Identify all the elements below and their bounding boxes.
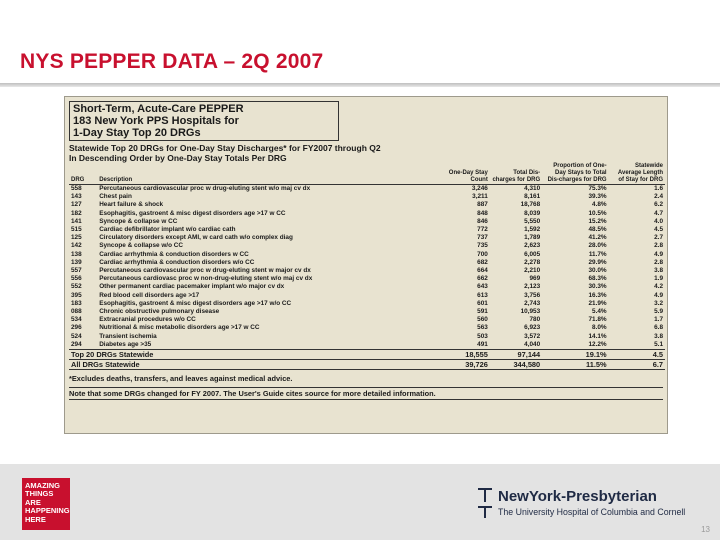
table-cell: Nutritional & misc metabolic disorders age >17 w CC (99, 324, 260, 332)
table-cell: 700 (477, 250, 488, 258)
table-cell: 6.2 (654, 201, 663, 209)
table-cell: 3.8 (654, 267, 663, 275)
table-cell: 14.1% (588, 332, 607, 340)
table-row (69, 259, 665, 267)
table-cell: 848 (477, 209, 488, 217)
totals-cell: 39,726 (439, 360, 489, 370)
table-cell: 2,123 (524, 283, 541, 291)
table-cell: 591 (477, 308, 488, 316)
table-cell: 2,210 (524, 267, 541, 275)
table-cell: 68.3% (588, 275, 607, 283)
totals-label: All DRGs Statewide (69, 360, 439, 370)
table-cell: 8.0% (592, 324, 607, 332)
table-cell: 2,278 (524, 258, 541, 266)
table-row (69, 283, 665, 291)
table-cell: Syncope & collapse w CC (99, 217, 178, 225)
table-cell: 2.7 (654, 234, 663, 242)
table-cell: 296 (71, 324, 82, 332)
table-cell: 3,211 (472, 193, 488, 201)
table-cell: 3,572 (524, 332, 541, 340)
table-cell: 4.8% (592, 201, 607, 209)
table-row (69, 308, 665, 316)
table-cell: 4,040 (524, 340, 541, 348)
table-cell: 6.8 (654, 324, 663, 332)
totals-cell: 19.1% (542, 350, 608, 360)
table-row (69, 324, 665, 332)
table-cell: 1.7 (654, 316, 663, 324)
table-row (69, 218, 665, 226)
table-cell: 560 (477, 316, 488, 324)
table-cell: Cardiac arrhythmia & conduction disorders w CC (99, 250, 249, 258)
table-cell: 4.0 (654, 217, 663, 225)
table-row (69, 292, 665, 300)
hospital-name: NewYork-Presbyterian (498, 488, 657, 505)
table-cell: Esophagitis, gastroent & misc digest disorders age >17 w CC (99, 209, 286, 217)
column-header: Description (99, 177, 133, 183)
report-header-line: 1-Day Stay Top 20 DRGs (73, 127, 201, 139)
table-cell: 30.3% (588, 283, 607, 291)
table-row (69, 226, 665, 234)
table-cell: Chest pain (99, 193, 132, 201)
badge-line: ARE (25, 497, 41, 507)
report-header-line: 183 New York PPS Hospitals for (73, 115, 239, 127)
report-subtitle-order: In Descending Order by One-Day Stay Totals Per DRG (69, 153, 287, 163)
table-cell: 2.4 (654, 193, 663, 201)
table-cell: 846 (477, 217, 488, 225)
table-cell: 6,005 (524, 250, 541, 258)
table-cell: Esophagitis, gastroent & misc digest disorders age >17 w/o CC (99, 299, 292, 307)
table-cell: 15.2% (588, 217, 607, 225)
nyp-logo-icon (478, 488, 492, 518)
column-header: One-Day Stay Count (448, 170, 488, 183)
amazing-things-badge (22, 478, 70, 530)
table-cell: 142 (71, 242, 82, 250)
table-cell: 3.2 (654, 299, 663, 307)
badge-line: HERE (25, 514, 46, 524)
table-cell: 1,789 (524, 234, 541, 242)
table-row (69, 341, 665, 350)
table-cell: 127 (71, 201, 82, 209)
table-cell: 28.0% (588, 242, 607, 250)
table-cell: 503 (477, 332, 488, 340)
table-cell: Cardiac defibrillator implant w/o cardiac cath (99, 226, 236, 234)
table-row (69, 242, 665, 250)
table-cell: 5,550 (524, 217, 541, 225)
table-cell: Chronic obstructive pulmonary disease (99, 308, 220, 316)
table-cell: 682 (477, 258, 488, 266)
table-cell: 2,743 (524, 299, 541, 307)
table-cell: 138 (71, 250, 82, 258)
table-cell: 41.2% (588, 234, 607, 242)
table-cell: 088 (71, 308, 82, 316)
column-header: Proportion of One-Day Stays to Total Dis-charges for DRG (547, 163, 607, 183)
table-cell: 2.8 (654, 242, 663, 250)
badge-line: HAPPENING (25, 506, 70, 516)
table-cell: 5.1 (654, 340, 663, 348)
table-row (69, 234, 665, 242)
hospital-subtitle: The University Hospital of Columbia and Cornell (498, 507, 686, 517)
totals-cell: 6.7 (609, 360, 665, 370)
totals-cell: 97,144 (490, 350, 542, 360)
table-cell: 6,923 (524, 324, 541, 332)
totals-cell: 344,580 (490, 360, 542, 370)
report-header-box (69, 101, 339, 141)
table-cell: 563 (477, 324, 488, 332)
column-header: Statewide Average Length of Stay for DRG (617, 163, 663, 183)
table-cell: 4.7 (654, 209, 663, 217)
table-cell: 664 (477, 267, 488, 275)
table-cell: 139 (71, 258, 82, 266)
table-cell: 515 (71, 226, 82, 234)
table-cell: 71.8% (588, 316, 607, 324)
table-cell: 735 (477, 242, 488, 250)
table-cell: 4.9 (654, 291, 663, 299)
table-cell: 125 (71, 234, 82, 242)
table-row (69, 185, 665, 194)
table-cell: 556 (71, 275, 82, 283)
table-cell: 601 (477, 299, 488, 307)
column-header: Total Dis-charges for DRG (492, 170, 541, 183)
table-cell: Heart failure & shock (99, 201, 164, 209)
table-cell: 10,953 (520, 308, 541, 316)
table-cell: 2,623 (524, 242, 541, 250)
table-row (69, 193, 665, 201)
table-cell: Percutaneous cardiovasc proc w non-drug-eluting stent w/o maj cv dx (99, 275, 313, 283)
table-cell: 558 (71, 185, 82, 192)
table-cell: 2.8 (654, 258, 663, 266)
table-cell: Diabetes age >35 (99, 340, 152, 348)
table-cell: 18,768 (520, 201, 541, 209)
table-cell: 4,310 (524, 185, 541, 192)
table-cell: 143 (71, 193, 82, 201)
table-header-row (69, 163, 665, 185)
table-cell: 8,039 (524, 209, 541, 217)
footnote: *Excludes deaths, transfers, and leaves against medical advice. (69, 374, 293, 384)
table-row (69, 316, 665, 324)
table-cell: 75.3% (588, 185, 607, 192)
badge-line: AMAZING (25, 481, 60, 490)
table-cell: 5.9 (654, 308, 663, 316)
report-header-line: Short-Term, Acute-Care PEPPER (73, 103, 244, 115)
table-cell: Red blood cell disorders age >17 (99, 291, 200, 299)
pepper-report-image (64, 96, 668, 434)
table-cell: 780 (529, 316, 541, 324)
totals-cell: 4.5 (609, 350, 665, 360)
table-cell: Percutaneous cardiovascular proc w drug-eluting stent w major cv dx (99, 267, 311, 275)
page-number: 13 (701, 525, 710, 534)
table-cell: 557 (71, 267, 82, 275)
table-cell: Other permanent cardiac pacemaker implant w/o major cv dx (99, 283, 285, 291)
table-row (69, 275, 665, 283)
totals-row-top20 (69, 350, 665, 360)
badge-line: THINGS (25, 489, 54, 499)
table-cell: 1.9 (654, 275, 663, 283)
table-cell: 552 (71, 283, 82, 291)
table-cell: 21.9% (588, 299, 607, 307)
table-cell: 613 (477, 291, 488, 299)
slide-title: NYS PEPPER DATA – 2Q 2007 (20, 50, 324, 73)
table-cell: 534 (71, 316, 82, 324)
table-cell: Cardiac arrhythmia & conduction disorders w/o CC (99, 258, 255, 266)
drg-table (69, 163, 665, 370)
table-cell: 29.9% (588, 258, 607, 266)
table-cell: 141 (71, 217, 82, 225)
table-cell: 294 (71, 340, 82, 348)
table-cell: Circulatory disorders except AMI, w card cath w/o complex diag (99, 234, 293, 242)
table-cell: 4.2 (654, 283, 663, 291)
table-cell: 3.8 (654, 332, 663, 340)
table-cell: 11.7% (588, 250, 607, 258)
table-row (69, 210, 665, 218)
table-cell: 4.9 (654, 250, 663, 258)
title-divider (0, 83, 720, 87)
totals-label: Top 20 DRGs Statewide (69, 350, 439, 360)
table-cell: 887 (477, 201, 488, 209)
column-header: DRG (71, 177, 85, 183)
table-cell: 183 (71, 299, 82, 307)
table-cell: 524 (71, 332, 82, 340)
totals-row-all (69, 360, 665, 370)
table-cell: 1.6 (654, 185, 663, 192)
table-row (69, 300, 665, 308)
table-cell: 48.5% (588, 226, 607, 234)
table-cell: 5.4% (592, 308, 607, 316)
totals-cell: 18,555 (439, 350, 489, 360)
table-row (69, 267, 665, 275)
table-cell: 10.5% (588, 209, 607, 217)
report-subtitle: Statewide Top 20 DRGs for One-Day Stay Discharges* for FY2007 through Q2 (69, 143, 381, 153)
table-cell: 30.0% (588, 267, 607, 275)
table-cell: Extracranial procedures w/o CC (99, 316, 196, 324)
table-cell: 12.2% (588, 340, 607, 348)
table-row (69, 333, 665, 341)
table-row (69, 201, 665, 209)
table-cell: 3,246 (471, 185, 488, 192)
table-row (69, 251, 665, 259)
table-cell: 491 (477, 340, 488, 348)
guide-note: Note that some DRGs changed for FY 2007. The User's Guide cites source for more detailed information. (69, 387, 663, 400)
table-cell: 772 (477, 226, 488, 234)
table-cell: 8,161 (524, 193, 541, 201)
table-cell: Syncope & collapse w/o CC (99, 242, 183, 250)
table-cell: 39.3% (588, 193, 607, 201)
table-cell: 16.3% (588, 291, 607, 299)
totals-cell: 11.5% (542, 360, 608, 370)
table-cell: 643 (477, 283, 488, 291)
table-cell: 182 (71, 209, 82, 217)
table-cell: Percutaneous cardiovascular proc w drug-eluting stent w/o maj cv dx (99, 185, 311, 192)
table-cell: 1,592 (524, 226, 541, 234)
table-cell: 969 (529, 275, 541, 283)
table-cell: 395 (71, 291, 82, 299)
table-cell: 4.5 (654, 226, 663, 234)
table-cell: 662 (477, 275, 488, 283)
table-cell: Transient ischemia (99, 332, 157, 340)
table-cell: 3,756 (524, 291, 541, 299)
table-cell: 737 (477, 234, 488, 242)
